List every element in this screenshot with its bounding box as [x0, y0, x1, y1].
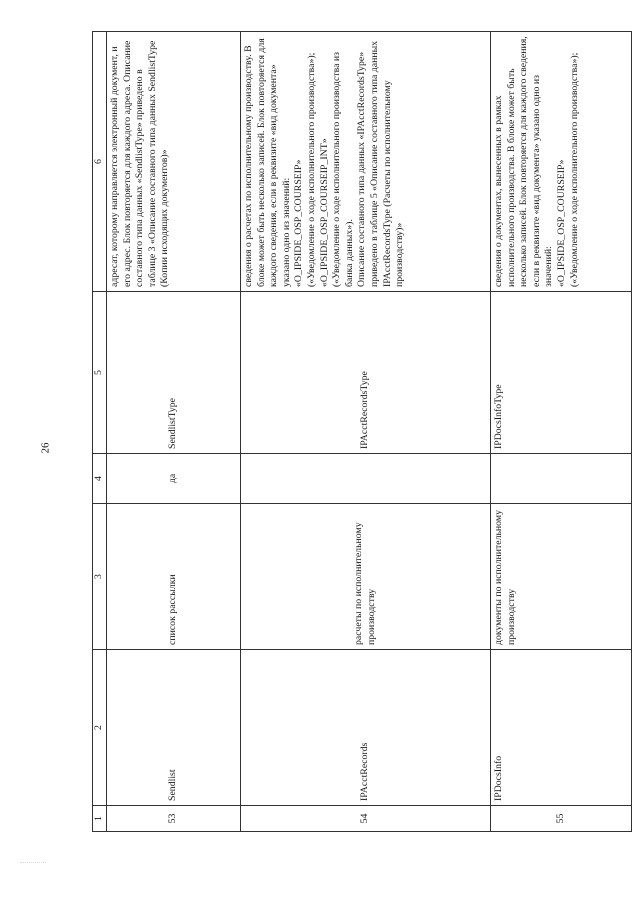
header-col-3: 3 [93, 504, 107, 650]
rotated-table-area [92, 32, 632, 832]
table-row [241, 32, 491, 832]
data-type: SendlistType [107, 292, 241, 454]
header-col-5: 5 [93, 292, 107, 454]
row-number: 54 [241, 806, 491, 832]
table-container [92, 32, 632, 832]
field-label: документы по исполнительному производству [491, 504, 632, 650]
header-col-4: 4 [93, 454, 107, 504]
table-row [107, 32, 241, 832]
row-number: 55 [491, 806, 632, 832]
scan-artifact [20, 862, 46, 873]
description: сведения о документах, вынесенных в рамках исполнительного производства. В блоке может быть несколько записей. Блок повторяется для каждого сведения, если в реквизите «вид документа» указано одно из значений: «O_IPSIDE_OSP_COURSEIP» («Уведомление о ходе исполнительного производства»); [491, 32, 632, 292]
required-flag [241, 454, 491, 504]
page-number: 26 [39, 442, 52, 454]
header-row [93, 32, 107, 832]
description: сведения о расчетах по исполнительному производству. В блоке может быть несколько записей. Блок повторяется для каждого сведения, если в реквизите «вид документа» указано одно из значений: «O_IPSIDE_OSP_COURSEIP» («Уведомление о ходе исполнительного производства»); «O_IPSIDE_OSP_COURSEIP_INT» («Уведомление о ходе исполнительного производства из банка данных»). Описание составного типа данных «IPAcctRecordsType» приведено в таблице 5 «Описание составного типа данных IPAcctRecordsType (Расчеты по исполнительному производству)» [241, 32, 491, 292]
element-name: IPDocsInfo [491, 650, 632, 806]
data-table [92, 31, 632, 832]
data-type: IPAcctRecordsType [241, 292, 491, 454]
element-name: IPAcctRecords [241, 650, 491, 806]
description: адресат, которому направляется электронный документ, и его адрес. Блок повторяется для каждого адреса. Описание составного типа данных «SendlistType» приведено в таблице 3 «Описание составного типа данных SendlistType (Копии исходящих документов)» [107, 32, 241, 292]
required-flag: да [107, 454, 241, 504]
field-label: список рассылки [107, 504, 241, 650]
element-name: Sendlist [107, 650, 241, 806]
data-type: IPDocsInfoType [491, 292, 632, 454]
required-flag [491, 454, 632, 504]
header-col-2: 2 [93, 650, 107, 806]
header-col-6: 6 [93, 32, 107, 292]
table-row [491, 32, 632, 832]
field-label: расчеты по исполнительному производству [241, 504, 491, 650]
row-number: 53 [107, 806, 241, 832]
header-col-1: 1 [93, 806, 107, 832]
